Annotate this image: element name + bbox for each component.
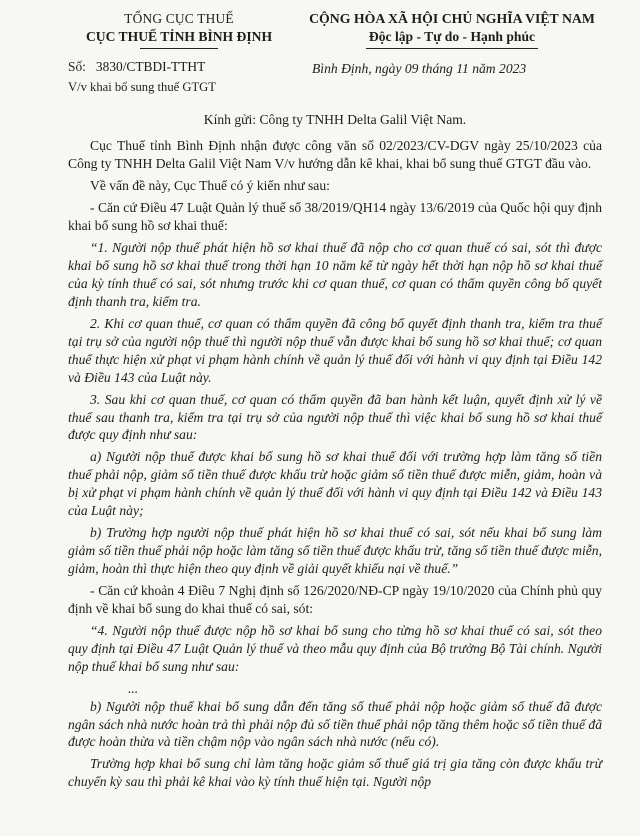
parent-agency: TỔNG CỤC THUẾ — [124, 11, 234, 26]
document-number: 3830/CTBDI-TTHT — [95, 59, 206, 75]
agency-block — [68, 10, 290, 49]
paragraph-legal-basis-1: - Căn cứ Điều 47 Luật Quản lý thuế số 38/2019/QH14 ngày 13/6/2019 của Quốc hội quy định khai bổ sung hồ sơ khai thuế: — [68, 200, 602, 234]
national-motto: Độc lập - Tự do - Hạnh phúc — [368, 29, 536, 45]
paragraph-intro: Cục Thuế tỉnh Bình Định nhận được công văn số 02/2023/CV-DGV ngày 25/10/2023 của Công ty TNHH Delta Galil Việt Nam V/v hướng dẫn kê khai, khai bổ sung thuế GTGT đầu vào. — [68, 138, 602, 172]
recipient-line: Kính gửi: Công ty TNHH Delta Galil Việt Nam. — [203, 112, 467, 128]
document-meta — [68, 58, 602, 95]
quote-clause-2: 2. Khi cơ quan thuế, cơ quan có thẩm quyền đã công bố quyết định thanh tra, kiểm tra thuế tại trụ sở của người nộp thuế thì người nộp thuế vẫn được khai bổ sung hồ sơ khai thuế; cơ quan thuế thực hiện xử phạt vi phạm hành chính về quản lý thuế đối với hành vi quy định tại Điều 142 và Điều 143 của Luật này. — [68, 315, 602, 385]
quote-clause-4b: b) Người nộp thuế khai bổ sung dẫn đến tăng số thuế phải nộp hoặc giảm số thuế đã được ngân sách nhà nước hoàn trả thì phải nộp đủ số tiền thuế phải nộp tăng thêm hoặc số tiền thuế đã được hoàn thừa và tiền chậm nộp vào ngân sách nhà nước (nếu có). — [68, 698, 602, 750]
national-block — [302, 10, 602, 49]
motto-underline — [366, 48, 538, 49]
paragraph-legal-basis-2: - Căn cứ khoản 4 Điều 7 Nghị định số 126/2020/NĐ-CP ngày 19/10/2020 của Chính phủ quy định về khai bổ sung do khai thuế có sai, sót: — [68, 582, 602, 616]
document-number-label: Số: — [68, 59, 86, 75]
national-title: CỘNG HÒA XÃ HỘI CHỦ NGHĨA VIỆT NAM — [309, 11, 595, 26]
quote-clause-3: 3. Sau khi cơ quan thuế, cơ quan có thẩm quyền đã ban hành kết luận, quyết định xử lý về thuế sau thanh tra, kiểm tra tại trụ sở của người nộp thuế thì việc khai bổ sung hồ sơ khai thuế được quy định như sau: — [68, 391, 602, 443]
issuing-agency: CỤC THUẾ TỈNH BÌNH ĐỊNH — [85, 28, 273, 44]
document-number-block — [68, 58, 290, 95]
quote-clause-4: “4. Người nộp thuế được nộp hồ sơ khai bổ sung cho từng hồ sơ khai thuế có sai, sót theo quy định tại Điều 47 Luật Quản lý thuế và theo mẫu quy định của Bộ trưởng Bộ Tài chính. Người nộp thuế khai bổ sung như sau: — [68, 622, 602, 674]
ellipsis-line: ... — [128, 680, 139, 696]
letter-header — [68, 10, 602, 49]
quote-clause-3a: a) Người nộp thuế được khai bổ sung hồ sơ khai thuế đối với trường hợp làm tăng số tiền thuế phải nộp, giảm số tiền thuế được khấu trừ hoặc giảm số tiền thuế được miễn, giảm, hoàn và bị xử phạt vi phạm hành chính về quản lý thuế đối với hành vi quy định tại Điều 142 và Điều 143 của Luật này; — [68, 449, 602, 519]
quote-clause-4b-cont: Trường hợp khai bổ sung chỉ làm tăng hoặc giảm số thuế giá trị gia tăng còn được khấu trừ chuyển kỳ sau thì phải kê khai vào kỳ tính thuế hiện tại. Người nộp — [68, 756, 602, 790]
document-subject: V/v khai bổ sung thuế GTGT — [68, 79, 216, 94]
quote-clause-1: “1. Người nộp thuế phát hiện hồ sơ khai thuế đã nộp cho cơ quan thuế có sai, sót thì được khai bổ sung hồ sơ khai thuế trong thời hạn 10 năm kể từ ngày hết thời hạn nộp hồ sơ khai thuế của kỳ tính thuế có sai, sót nhưng trước khi cơ quan thuế, cơ quan có thẩm quyền công bố quyết định thanh tra, kiểm tra. — [68, 240, 602, 309]
paragraph-opinion: Về vấn đề này, Cục Thuế có ý kiến như sau: — [90, 178, 330, 194]
agency-underline — [140, 48, 218, 49]
document-date: Bình Định, ngày 09 tháng 11 năm 2023 — [312, 61, 527, 77]
quote-clause-3b: b) Trường hợp người nộp thuế phát hiện hồ sơ khai thuế có sai, sót nếu khai bổ sung làm giảm số tiền thuế phải nộp hoặc làm tăng số tiền thuế được khấu trừ, tăng số tiền thuế được miễn, giảm, hoàn thì thực hiện theo quy định về giải quyết khiếu nại về thuế.” — [68, 525, 602, 576]
